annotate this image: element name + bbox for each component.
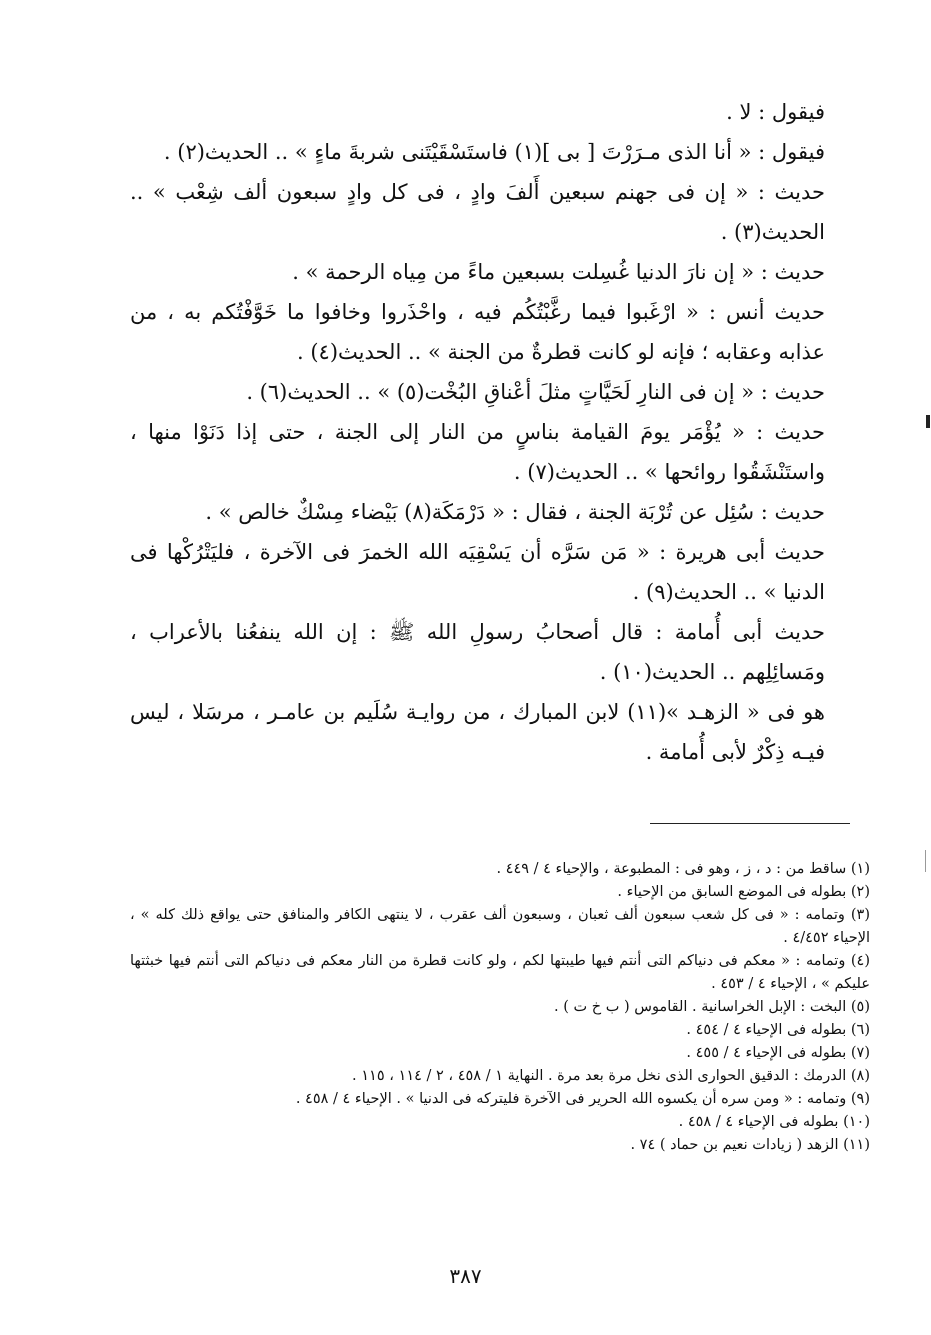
footnote: (٢) بطوله فى الموضع السابق من الإحياء .	[617, 884, 870, 900]
footnote: (٤) وتمامه : « معكم فى دنياكم التى أنتم فيها طيبتها لكم ، ولو كانت قطرة من النار معكم فى دنياكم التى أنتم فيها خبثتها عليكم » ، الإحياء ٤ / ٤٥٣ .	[130, 953, 870, 992]
footnote-divider	[650, 823, 850, 824]
main-text	[130, 92, 825, 772]
paragraph: هو فى « الزهـد »(١١) لابن المبارك ، من روايـة سُلَيم بن عامـر ، مرسَلا ، ليس فيـه ذِكْرٌ لأبى أُمامة .	[130, 700, 825, 764]
paragraph: حديث : سُئِل عن تُرْبَة الجنة ، فقال : « دَرْمَكَة(٨) بَيْضاء مِسْكٌ خالص » .	[205, 500, 825, 524]
paragraph: حديث أنس : « ارْغَبوا فيما رغَّبْتُكُم فيه ، واحْذَروا وخافوا ما خَوَّفْتُكم به ، من عذابه وعقابه ؛ فإنه لو كانت قطرةٌ من الجنة » .. الحديث(٤) .	[130, 300, 825, 364]
paragraph: حديث أبى أُمامة : قال أصحابُ رسولِ الله ﷺ : إن الله ينفعُنا بالأعراب ، ومَسائِلِهم .. الحديث(١٠) .	[130, 620, 825, 684]
paragraph: حديث : « إن نارَ الدنيا غُسِلت بسبعين ماءً من مِياه الرحمة » .	[292, 260, 825, 284]
footnote: (٦) بطوله فى الإحياء ٤ / ٤٥٤ .	[686, 1022, 870, 1038]
footnotes	[130, 858, 870, 1157]
footnote: (٣) وتمامه : « فى كل شعب سبعون ألف ثعبان ، وسبعون ألف عقرب ، لا ينتهى الكافر والمنافق حتى يواقع ذلك كله » ، الإحياء ٤/٤٥٢ .	[130, 907, 870, 946]
paragraph: فيقول : لا .	[726, 100, 825, 124]
paragraph: فيقول : « أنا الذى مـرَرْتَ [ بى ](١) فاستَسْقَيْتَنى شربةَ ماءٍ » .. الحديث(٢) .	[163, 140, 825, 164]
scan-edge-mark	[925, 850, 926, 872]
footnote: (٩) وتمامه : « ومن سره أن يكسوه الله الحرير فى الآخرة فليتركه فى الدنيا » . الإحياء ٤ / ٤٥٨ .	[295, 1091, 870, 1107]
page-number: ٣٨٧	[449, 1264, 482, 1288]
footnote: (٥) البخت : الإبل الخراسانية . القاموس ( ب خ ت ) .	[554, 999, 870, 1015]
paragraph: حديث أبى هريرة : « مَن سَرَّه أن يَسْقِيَه الله الخمرَ فى الآخرة ، فليَتْرُكْها فى الدنيا » .. الحديث(٩) .	[130, 540, 825, 604]
paragraph: حديث : « يُؤْمَر يومَ القيامة بناسٍ من النار إلى الجنة ، حتى إذا دَنَوْا منها ، واستَنْشَقُوا روائحها » .. الحديث(٧) .	[130, 420, 825, 484]
footnote: (١١) الزهد ( زيادات نعيم بن حماد ) ٧٤ .	[630, 1137, 870, 1153]
footnote: (١) ساقط من : د ، ز ، وهو فى : المطبوعة ، والإحياء ٤ / ٤٤٩ .	[496, 861, 870, 877]
paragraph: حديث : « إن فى النارِ لَحَيَّاتٍ مثلَ أعْناقِ البُخْت(٥) » .. الحديث(٦) .	[246, 380, 825, 404]
scan-edge-mark	[926, 415, 930, 428]
footnote: (١٠) بطوله فى الإحياء ٤ / ٤٥٨ .	[678, 1114, 870, 1130]
paragraph: حديث : « إن فى جهنم سبعين أَلفَ وادٍ ، فى كل وادٍ سبعون ألف شِعْب » .. الحديث(٣) .	[130, 180, 825, 244]
footnote: (٧) بطوله فى الإحياء ٤ / ٤٥٥ .	[686, 1045, 870, 1061]
footnote: (٨) الدرمك : الدقيق الحوارى الذى نخل مرة بعد مرة . النهاية ١ / ٤٥٨ ، ٢ / ١١٤ ، ١١٥ .	[352, 1068, 870, 1084]
